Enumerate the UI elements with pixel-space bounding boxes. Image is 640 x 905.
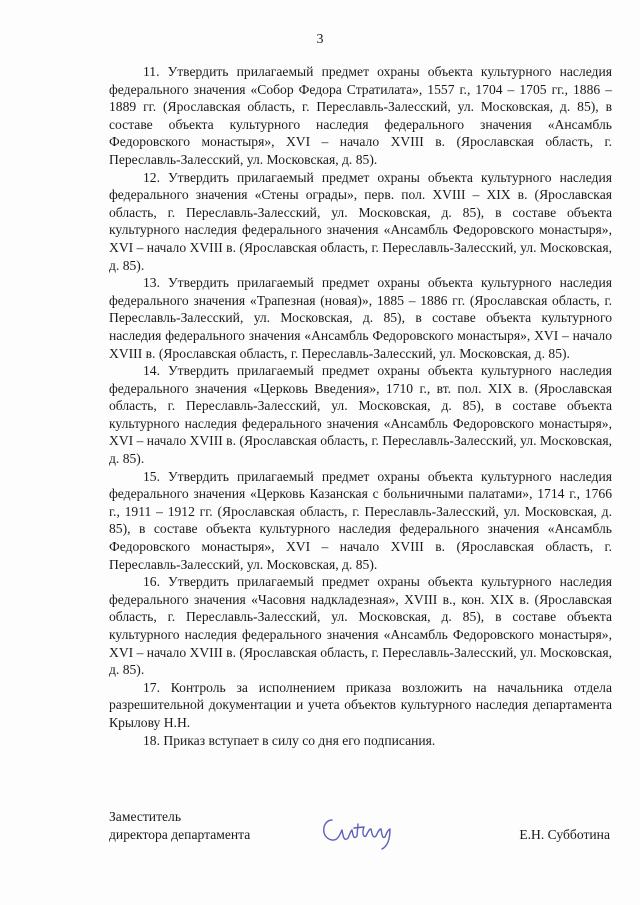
paragraph-14: 14. Утвердить прилагаемый предмет охраны объекта культурного наследия федерального значения «Церковь Введения», 1710 г., вт. пол. XIX в. (Ярославская область, г. Переславль-Залесский, ул. Московская, д. 85), в составе объекта культурного наследия федерального значения «Ансамбль Федоровского монастыря», XVI – начало XVIII в. (Ярославская область, г. Переславль-Залесский, ул. Московская, д. 85). [109,363,612,467]
signatory-title [109,808,250,843]
signatory-title-line1: Заместитель [109,809,182,824]
signatory-title-line2: директора департамента [109,826,251,842]
paragraph-11: 11. Утвердить прилагаемый предмет охраны объекта культурного наследия федерального значения «Собор Федора Стратилата», 1557 г., 1704 – 1705 гг., 1886 – 1889 гг. (Ярославская область, г. Переславль-Залесский, ул. Московская, д. 85), в составе объекта культурного наследия федерального значения «Ансамбль Федоровского монастыря», XVI – начало XVIII в. (Ярославская область, г. Переславль-Залесский, ул. Московская, д. 85). [109,64,612,167]
page-number: 3 [316,32,324,47]
paragraph-12: 12. Утвердить прилагаемый предмет охраны объекта культурного наследия федерального значения «Стены ограды», перв. пол. XVIII – XIX в. (Ярославская область, г. Переславль-Залесский, ул. Московская, д. 85), в составе объекта культурного наследия федерального значения «Ансамбль Федоровского монастыря», XVI – начало XVIII в. (Ярославская область, г. Переславль-Залесский, ул. Московская, д. 85). [109,169,612,273]
document-body [109,63,612,749]
paragraph-17: 17. Контроль за исполнением приказа возложить на начальника отдела разрешительной документации и учета объектов культурного наследия департамента Крылову Н.Н. [109,679,612,730]
signatory-name: Е.Н. Субботина [519,827,610,842]
paragraph-15: 15. Утвердить прилагаемый предмет охраны объекта культурного наследия федерального значения «Церковь Казанская с больничными палатами», 1714 г., 1766 г., 1911 – 1912 гг. (Ярославская область, г. Переславль-Залесский, ул. Московская, д. 85), в составе объекта культурного наследия федерального значения «Ансамбль Федоровского монастыря», XVI – начало XVIII в. (Ярославская область, г. Переславль-Залесский, ул. Московская, д. 85). [109,468,612,572]
paragraph-13: 13. Утвердить прилагаемый предмет охраны объекта культурного наследия федерального значения «Трапезная (новая)», 1885 – 1886 гг. (Ярославская область, г. Переславль-Залесский, ул. Московская, д. 85), в составе объекта культурного наследия федерального значения «Ансамбль Федоровского монастыря», XVI – начало XVIII в. (Ярославская область, г. Переславль-Залесский, ул. Московская, д. 85). [109,275,612,361]
paragraph-16: 16. Утвердить прилагаемый предмет охраны объекта культурного наследия федерального значения «Часовня надкладезная», XVIII в., кон. XIX в. (Ярославская область, г. Переславль-Залесский, ул. Московская, д. 85), в составе объекта культурного наследия федерального значения «Ансамбль Федоровского монастыря», XVI – начало XVIII в. (Ярославская область, г. Переславль-Залесский, ул. Московская, д. 85). [109,574,612,678]
paragraph-18: 18. Приказ вступает в силу со дня его подписания. [143,732,436,748]
handwritten-signature [318,812,398,852]
